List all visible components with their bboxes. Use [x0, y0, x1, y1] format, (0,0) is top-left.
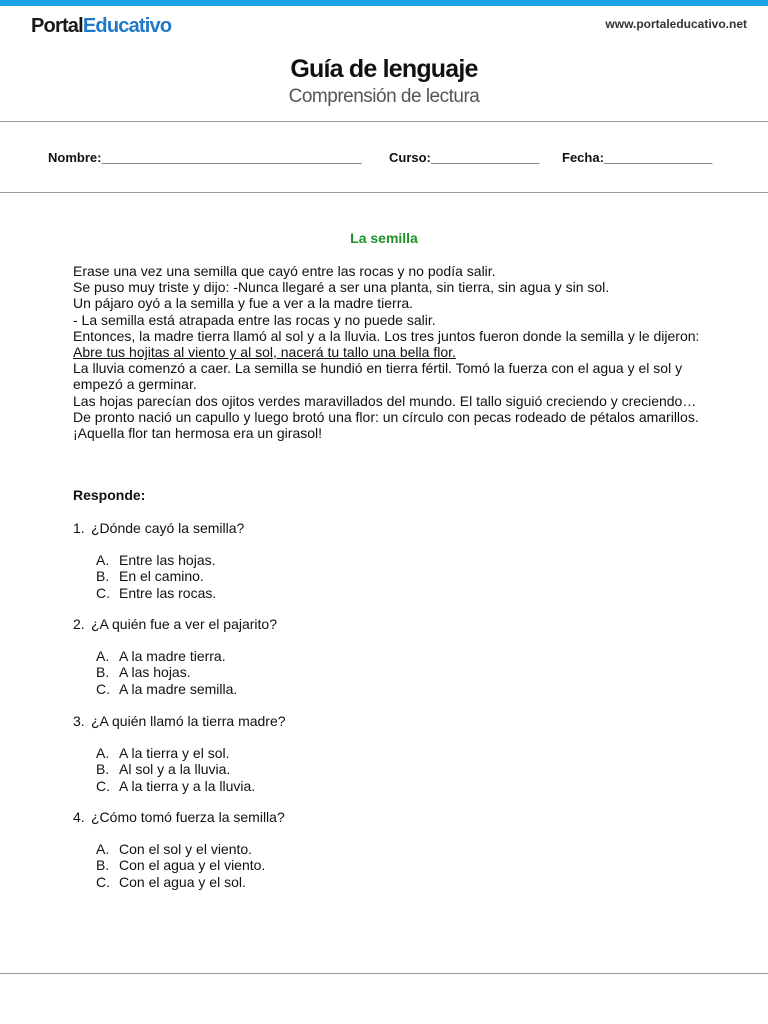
option-letter: A. — [96, 841, 110, 858]
question-number: 1. — [73, 520, 85, 536]
option-text: Entre las hojas. — [119, 552, 216, 569]
story-line: Se puso muy triste y dijo: -Nunca llegaré a ser una planta, sin tierra, sin agua y sin sol. — [73, 279, 610, 296]
question-3 — [73, 713, 286, 794]
curso-field: Curso:_______________ — [389, 150, 540, 165]
page-title: Guía de lenguaje — [290, 55, 478, 83]
logo-text-educativo: Educativo — [82, 15, 172, 37]
option-letter: A. — [96, 552, 110, 569]
nombre-field: Nombre:____________________________________ — [48, 150, 362, 165]
option-text: Entre las rocas. — [119, 584, 217, 601]
logo-text-portal: Portal — [31, 15, 83, 37]
option-a — [96, 841, 285, 857]
option-b — [96, 857, 285, 873]
option-letter: C. — [96, 777, 110, 794]
option-text: Con el sol y el viento. — [119, 841, 253, 858]
option-text: En el camino. — [119, 568, 204, 585]
option-letter: B. — [96, 761, 110, 778]
option-b — [96, 761, 286, 777]
option-text: A la madre semilla. — [119, 680, 238, 697]
top-accent-bar — [0, 0, 768, 6]
option-text: Con el agua y el sol. — [119, 873, 246, 890]
divider-fields — [0, 192, 768, 193]
option-letter: A. — [96, 745, 110, 762]
story-line: La lluvia comenzó a caer. La semilla se hundió en tierra fértil. Tomó la fuerza con el agua y el sol y empezó a germinar. — [73, 360, 683, 393]
story-text — [73, 263, 713, 441]
option-letter: B. — [96, 664, 110, 681]
question-number: 3. — [73, 713, 85, 729]
story-line: Las hojas parecían dos ojitos verdes maravillados del mundo. El tallo siguió creciendo y creciendo… De pronto nació un capullo y luego brotó una flor: un círculo con pecas rodeado de pétalos amarillos. — [73, 392, 699, 425]
page-subtitle: Comprensión de lectura — [288, 86, 480, 107]
divider-bottom — [0, 973, 768, 974]
option-a — [96, 552, 244, 568]
option-letter: C. — [96, 584, 110, 601]
divider-top — [0, 121, 768, 122]
option-a — [96, 745, 286, 761]
story-title: La semilla — [350, 230, 418, 246]
responde-heading: Responde: — [73, 487, 146, 503]
option-letter: B. — [96, 857, 110, 874]
option-text: A la madre tierra. — [119, 648, 226, 665]
option-letter: A. — [96, 648, 110, 665]
option-letter: B. — [96, 568, 110, 585]
story-line-underlined: Abre tus hojitas al viento y al sol, nacerá tu tallo una bella flor. — [73, 344, 456, 361]
story-line: Erase una vez una semilla que cayó entre las rocas y no podía salir. — [73, 263, 496, 279]
option-letter: C. — [96, 873, 110, 890]
story-line: Entonces, la madre tierra llamó al sol y a la lluvia. Los tres juntos fueron donde la semilla y le dijeron: — [73, 327, 700, 344]
option-c — [96, 778, 286, 794]
portal-educativo-logo — [31, 15, 171, 38]
option-text: A las hojas. — [119, 664, 191, 681]
question-text: ¿A quién fue a ver el pajarito? — [91, 616, 278, 632]
option-b — [96, 664, 277, 680]
option-letter: C. — [96, 680, 110, 697]
option-text: A la tierra y el sol. — [119, 745, 230, 762]
option-c — [96, 681, 277, 697]
fecha-field: Fecha:_______________ — [562, 150, 713, 165]
question-text: ¿Dónde cayó la semilla? — [91, 520, 245, 536]
option-c — [96, 874, 285, 890]
story-line: - La semilla está atrapada entre las rocas y no puede salir. — [73, 311, 436, 328]
story-line: ¡Aquella flor tan hermosa era un girasol! — [73, 425, 323, 442]
question-2 — [73, 616, 277, 697]
question-1 — [73, 520, 244, 601]
question-text: ¿A quién llamó la tierra madre? — [91, 713, 286, 729]
question-4 — [73, 809, 285, 890]
option-a — [96, 648, 277, 664]
question-number: 4. — [73, 809, 85, 825]
option-b — [96, 568, 244, 584]
option-c — [96, 585, 244, 601]
option-text: Al sol y a la lluvia. — [119, 761, 231, 778]
question-number: 2. — [73, 616, 85, 632]
question-text: ¿Cómo tomó fuerza la semilla? — [91, 809, 285, 825]
option-text: A la tierra y a la lluvia. — [119, 777, 256, 794]
option-text: Con el agua y el viento. — [119, 857, 266, 874]
story-line: Un pájaro oyó a la semilla y fue a ver a la madre tierra. — [73, 295, 414, 312]
site-url: www.portaleducativo.net — [605, 17, 747, 31]
